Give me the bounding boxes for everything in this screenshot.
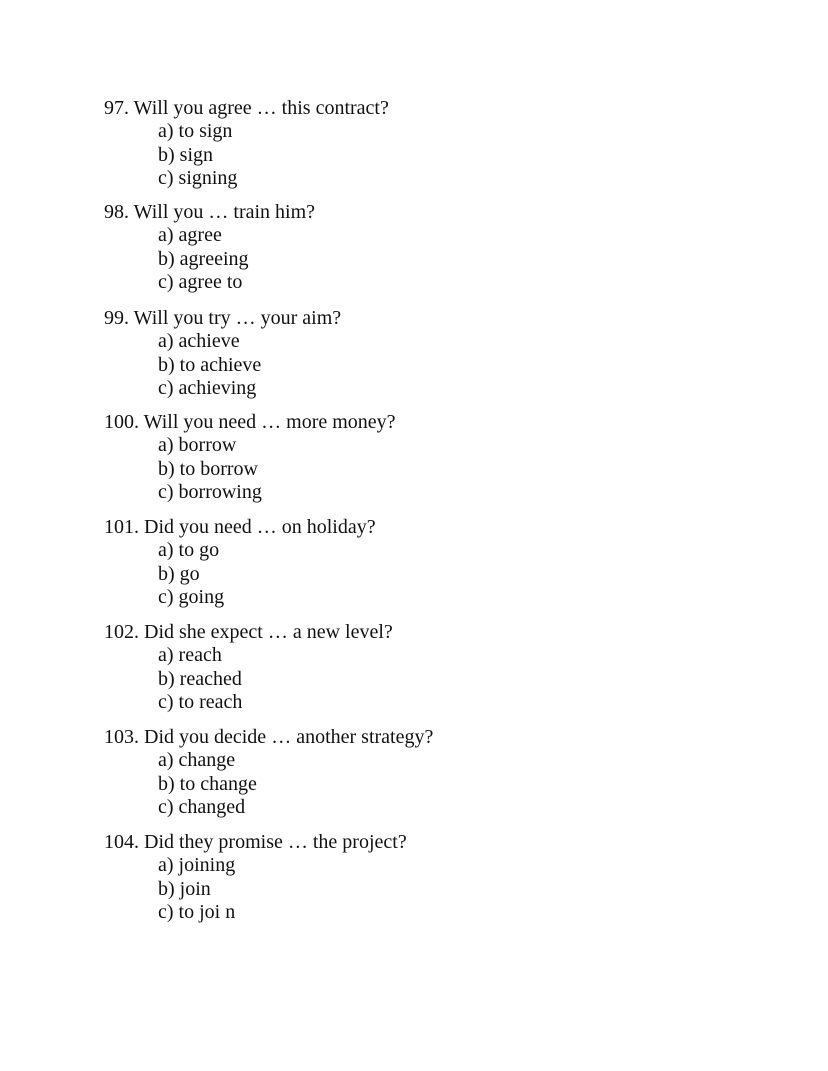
option-b: b) join	[158, 877, 211, 900]
option-b: b) sign	[158, 143, 213, 166]
option-a: a) agree	[158, 224, 222, 247]
question-stem: 97. Will you agree … this contract?	[104, 97, 389, 119]
question-103	[104, 726, 433, 819]
option-a: a) reach	[158, 644, 222, 667]
option-b: b) reached	[158, 667, 242, 690]
question-stem: 103. Did you decide … another strategy?	[104, 726, 434, 748]
option-a: a) to go	[158, 539, 220, 562]
question-102	[104, 621, 393, 714]
option-c: c) going	[158, 585, 225, 608]
option-c: c) to joi n	[158, 900, 236, 923]
question-99	[104, 307, 341, 400]
option-b: b) go	[158, 562, 200, 585]
option-c: c) agree to	[158, 270, 243, 293]
option-c: c) changed	[158, 795, 246, 818]
option-c: c) to reach	[158, 690, 243, 713]
question-98	[104, 201, 315, 294]
option-c: c) signing	[158, 166, 238, 189]
question-97	[104, 97, 389, 190]
question-stem: 104. Did they promise … the project?	[104, 831, 407, 853]
question-101	[104, 516, 376, 609]
question-stem: 100. Will you need … more money?	[104, 411, 396, 433]
option-b: b) to borrow	[158, 457, 258, 480]
option-a: a) joining	[158, 854, 236, 877]
question-stem: 102. Did she expect … a new level?	[104, 621, 393, 643]
question-stem: 98. Will you … train him?	[104, 201, 316, 223]
question-100	[104, 411, 396, 504]
question-stem: 101. Did you need … on holiday?	[104, 516, 376, 538]
option-b: b) to achieve	[158, 353, 262, 376]
option-a: a) achieve	[158, 330, 240, 353]
option-c: c) borrowing	[158, 480, 262, 503]
option-b: b) agreeing	[158, 247, 249, 270]
option-c: c) achieving	[158, 376, 257, 399]
question-104	[104, 831, 407, 924]
question-stem: 99. Will you try … your aim?	[104, 307, 342, 329]
option-a: a) borrow	[158, 434, 237, 457]
option-a: a) change	[158, 749, 236, 772]
option-a: a) to sign	[158, 120, 233, 143]
option-b: b) to change	[158, 772, 257, 795]
